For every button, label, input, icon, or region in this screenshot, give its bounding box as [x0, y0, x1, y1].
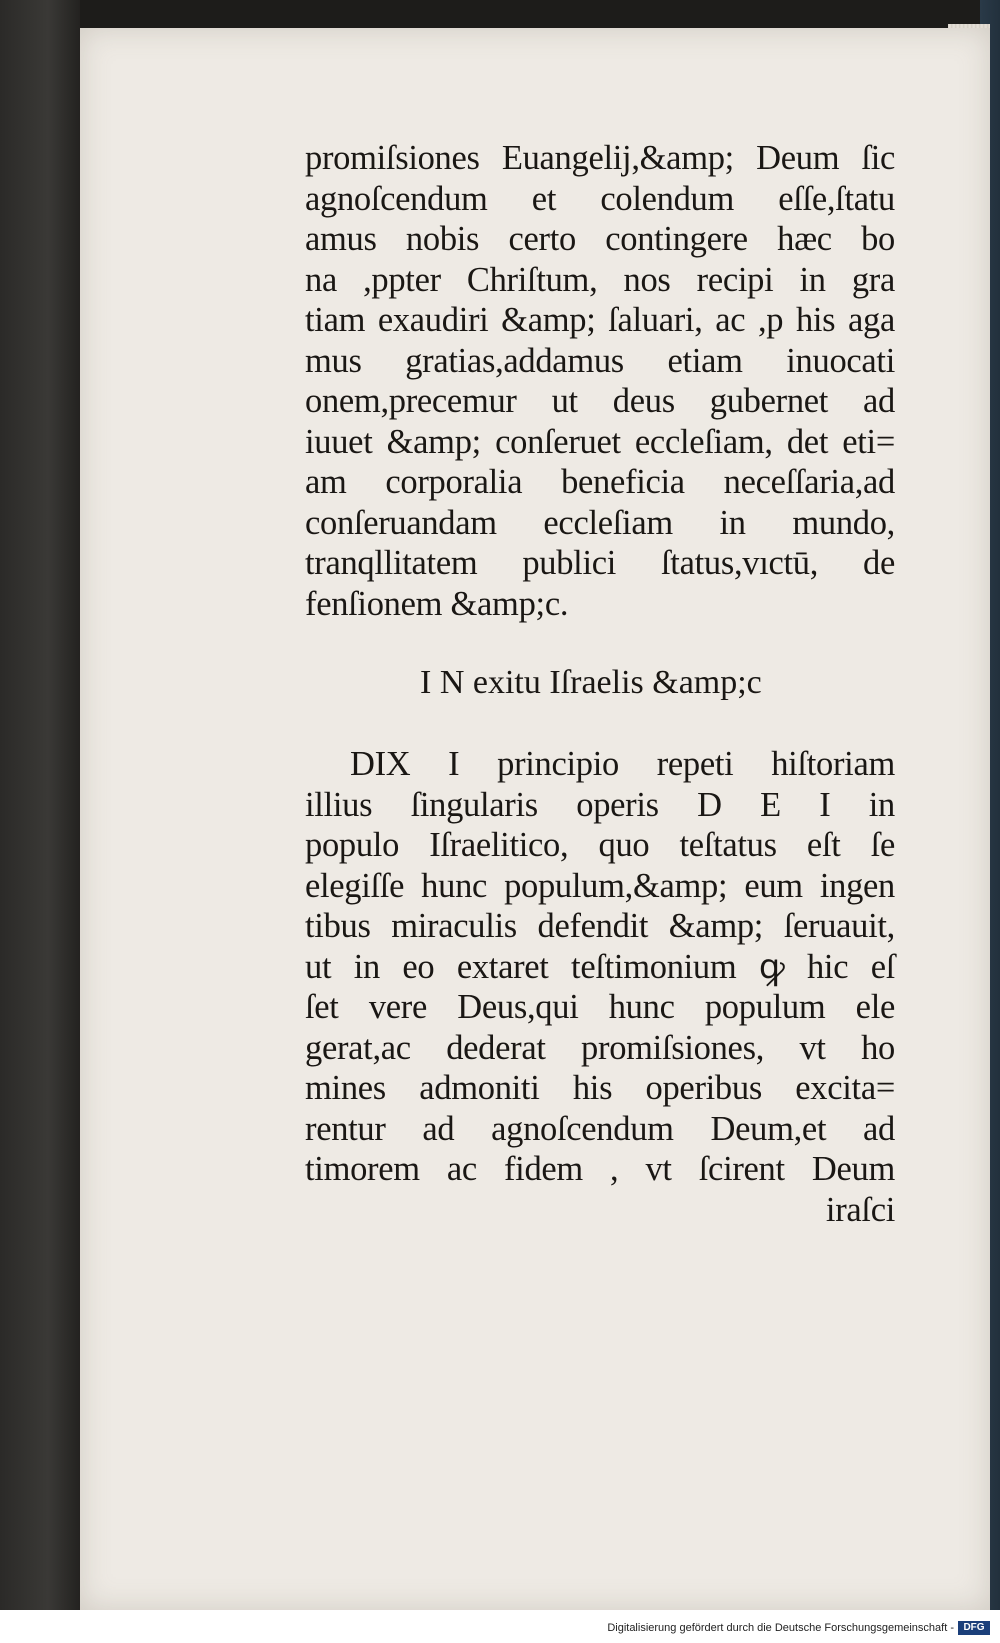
digitization-footer	[0, 1610, 1000, 1643]
text-line: tiam exaudiri &amp; ſaluari, ac ,p his aga	[305, 301, 895, 339]
text-line: ut in eo extaret teſtimonium ꝙ hic eſ	[305, 947, 895, 986]
text-line: conſeruandam eccleſiam in mundo,	[305, 503, 895, 542]
text-line: rentur ad agnoſcendum Deum,et ad	[305, 1109, 895, 1148]
text-line: tibus miraculis defendit &amp; ſeruauit,	[305, 907, 895, 945]
paragraph-1	[305, 138, 895, 624]
text-line: ſet vere Deus,qui hunc populum ele	[305, 988, 895, 1026]
text-line: timorem ac fidem , vt ſcirent Deum	[305, 1150, 895, 1188]
text-line: populo Iſraelitico, quo teſtatus eſt ſe	[305, 826, 895, 864]
text-line: elegiſſe hunc populum,&amp; eum ingen	[305, 866, 895, 905]
text-line: am corporalia beneficia neceſſaria,ad	[305, 463, 895, 501]
text-line: onem,precemur ut deus gubernet ad	[305, 382, 895, 420]
text-line: na ,ppter Chriſtum, nos recipi in gra	[305, 260, 895, 299]
footer-credit: Digitalisierung gefördert durch die Deutsche Forschungsgemeinschaft -	[607, 1622, 954, 1634]
text-line: iuuet &amp; conſeruet eccleſiam, det eti=	[305, 422, 895, 461]
text-line: illius ſingularis operis D E I in	[305, 785, 895, 824]
paragraph-2	[305, 744, 895, 1230]
text-line: amus nobis certo contingere hæc bo	[305, 220, 895, 258]
text-line: gerat,ac dederat promiſsiones, vt ho	[305, 1028, 895, 1067]
text-line: promiſsiones Euangelij,&amp; Deum ſic	[305, 139, 895, 177]
text-line: DIX I principio repeti hiſtoriam	[350, 745, 895, 783]
text-line: agnoſcendum et colendum eſſe,ſtatu	[305, 179, 895, 218]
section-heading: I N exitu Iſraelis &amp;c	[420, 664, 762, 701]
catchword: iraſci	[825, 1190, 895, 1229]
text-line: mines admoniti his operibus excita=	[305, 1069, 895, 1107]
text-line: mus gratias,addamus etiam inuocati	[305, 341, 895, 380]
book-binding-left	[0, 0, 80, 1643]
text-line: tranqllitatem publici ſtatus,vıctū, de	[305, 544, 895, 582]
text-line: fenſionem &amp;c.	[305, 584, 569, 623]
dfg-logo: DFG	[958, 1621, 990, 1635]
